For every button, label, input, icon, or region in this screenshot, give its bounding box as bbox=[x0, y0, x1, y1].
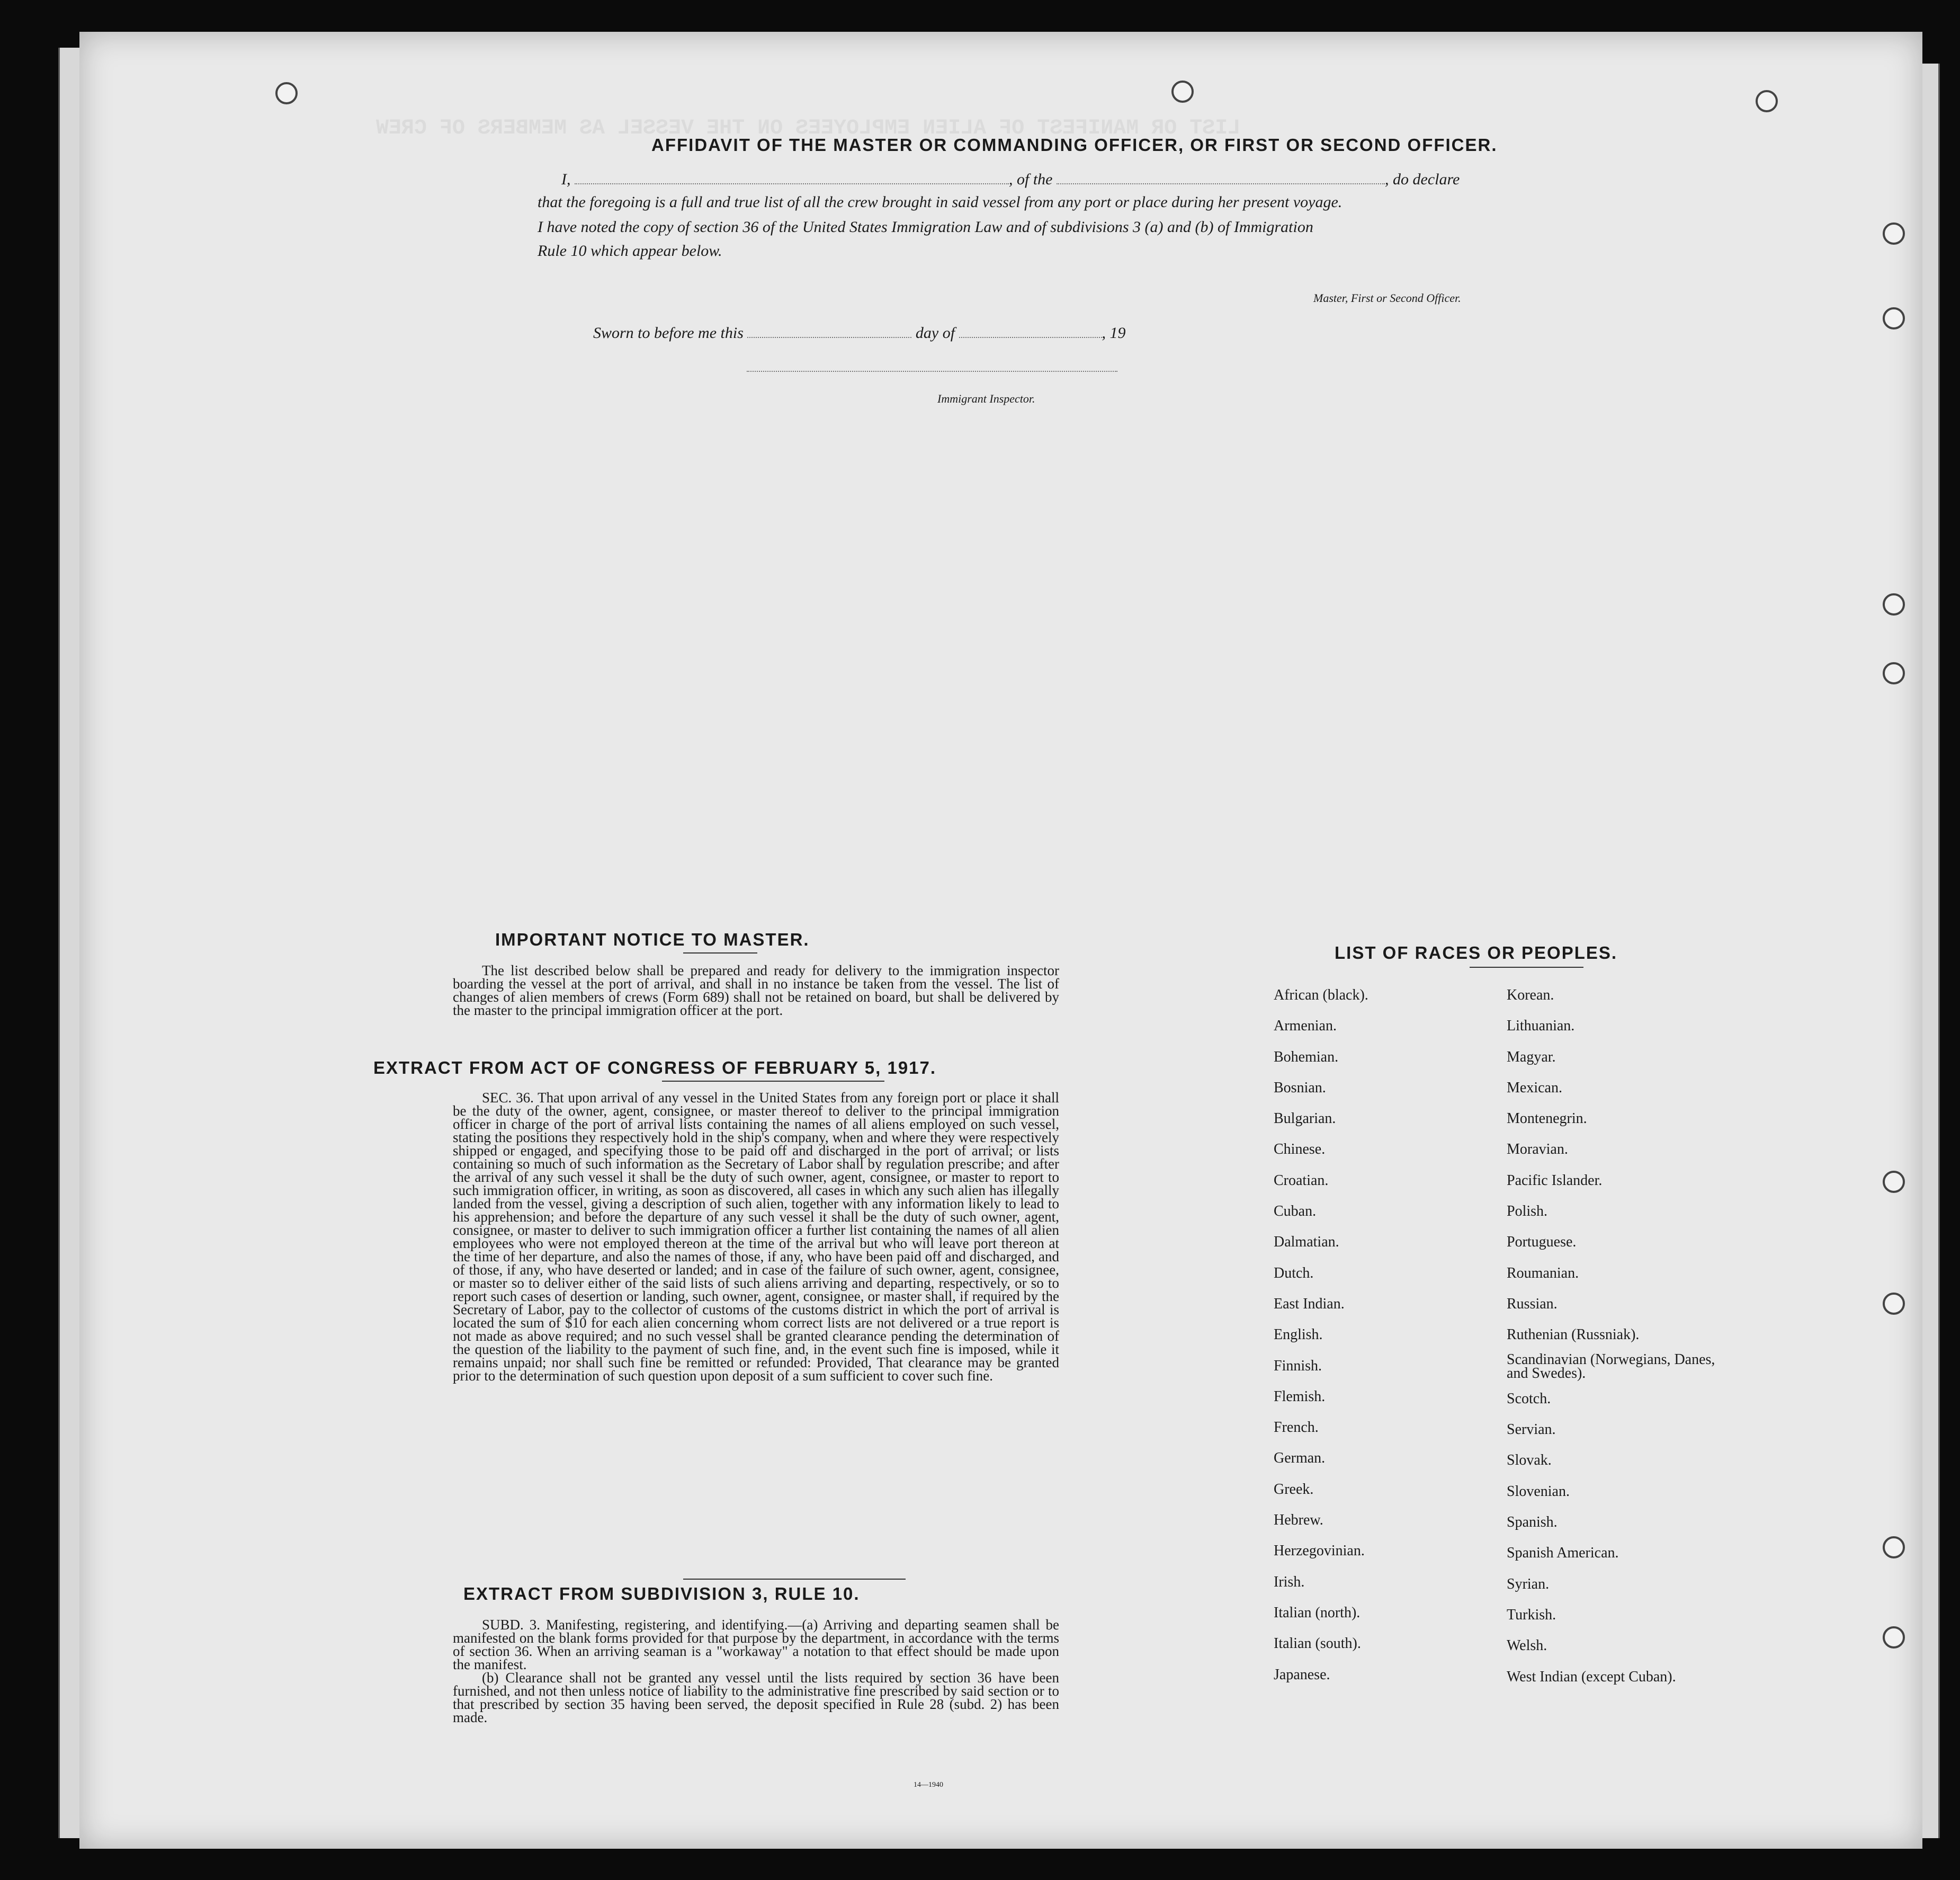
race-item: Irish. bbox=[1274, 1573, 1305, 1590]
sworn-day-field[interactable] bbox=[747, 323, 911, 338]
race-item: French. bbox=[1274, 1419, 1319, 1436]
extract-rule-text bbox=[453, 1618, 1059, 1724]
affidavit-i: I, bbox=[561, 171, 571, 188]
races-column-1 bbox=[1274, 980, 1368, 1690]
races-title: LIST OF RACES OR PEOPLES. bbox=[1335, 943, 1618, 963]
form-number: 14—1940 bbox=[914, 1781, 943, 1789]
race-item: Montenegrin. bbox=[1507, 1110, 1587, 1127]
race-item: African (black). bbox=[1274, 987, 1368, 1003]
notice-title: IMPORTANT NOTICE TO MASTER. bbox=[495, 930, 810, 949]
race-item: Japanese. bbox=[1274, 1666, 1330, 1683]
punch-hole bbox=[1883, 662, 1905, 684]
race-item: Russian. bbox=[1507, 1295, 1558, 1312]
race-item: Flemish. bbox=[1274, 1388, 1326, 1405]
notice-title-underline bbox=[683, 952, 757, 954]
name-field[interactable] bbox=[575, 170, 1009, 184]
inspector-label: Immigrant Inspector. bbox=[937, 392, 1035, 405]
race-item: Cuban. bbox=[1274, 1203, 1317, 1220]
race-item: Syrian. bbox=[1507, 1575, 1550, 1592]
affidavit-of-the: , of the bbox=[1009, 171, 1053, 188]
race-item: Lithuanian. bbox=[1507, 1018, 1575, 1035]
sworn-label: Sworn to before me this bbox=[593, 324, 744, 342]
affidavit-line-4: Rule 10 which appear below. bbox=[538, 242, 722, 260]
race-item: Finnish. bbox=[1274, 1357, 1322, 1374]
punch-hole bbox=[1883, 307, 1905, 329]
section-36-paragraph: SEC. 36. That upon arrival of any vessel in the United States from any foreign port or place it shall be the duty of the owner, agent, consignee, or master thereof to deliver to the principal immigration officer in charge of the port of arrival lists containing the names of all aliens employed on such vessel, stating the positions they respectively hold in the ship's company, when and where they were respectively shipped or engaged, and specifying those to be paid off and discharged in the port of arrival; or lists containing so much of such information as the Secretary of Labor shall by regulation prescribe; and after the arrival of any such vessel it shall be the duty of such owner, agent, consignee, or master to report to such immigration officer, in writing, as soon as discovered, all cases in which any such alien has illegally landed from the vessel, giving a description of such alien, together with any information likely to lead to his apprehension; and before the departure of any such vessel it shall be the duty of such owner, agent, consignee, or master to deliver to such immigration officer a further list containing the names of all alien employees who were not employed thereon at the time of the arrival but who will leave port thereon at the time of her departure, and also the names of those, if any, who have been paid off and discharged, and of those, if any, who have deserted or landed; and in case of the failure of such owner, agent, consignee, or master so to deliver either of the said lists of such aliens arriving and departing, respectively, or so to report such cases of desertion or landing, such owner, agent, consignee, or master shall, if required by the Secretary of Labor, pay to the collector of customs of the customs district in which the port of arrival is located the sum of $10 for each alien concerning whom correct lists are not delivered or a true report is not made as above required; and no such vessel shall be granted clearance pending the determination of the question of the liability to the payment of such fine, and, in the event such fine is imposed, while it remains unpaid; nor shall such fine be remitted or refunded: Provided, That clearance may be granted prior to the determination of such question upon deposit of a sum sufficient to cover such fine. bbox=[453, 1090, 1059, 1384]
race-item: Spanish American. bbox=[1507, 1545, 1619, 1562]
day-of-label: day of bbox=[915, 324, 955, 342]
race-item: Croatian. bbox=[1274, 1172, 1329, 1189]
race-item: Dalmatian. bbox=[1274, 1234, 1339, 1251]
race-item: Scandinavian (Norwegians, Danes, and Swedes). bbox=[1507, 1351, 1715, 1382]
affidavit-line-3: I have noted the copy of section 36 of the United States Immigration Law and of subdivisions 3 (a) and (b) of Immigration bbox=[538, 218, 1313, 236]
bleed-through-heading: LIST OR MANIFEST OF ALIEN EMPLOYEES ON THE VESSEL AS MEMBERS OF CREW bbox=[376, 117, 1241, 140]
extract-act-underline bbox=[662, 1081, 884, 1082]
race-item: Bulgarian. bbox=[1274, 1110, 1336, 1127]
master-signature-label: Master, First or Second Officer. bbox=[1313, 291, 1461, 305]
race-item: Mexican. bbox=[1507, 1079, 1562, 1096]
race-item: Bohemian. bbox=[1274, 1048, 1339, 1065]
extract-act-text bbox=[453, 1091, 1059, 1383]
subd-3b-paragraph: (b) Clearance shall not be granted any vessel until the lists required by section 36 have been furnished, and not then unless notice of liability to the administrative fine prescribed by said section or to that prescribed by section 35 having been served, the deposit specified in Rule 28 (subd. 2) has been made. bbox=[453, 1670, 1059, 1725]
race-item: Turkish. bbox=[1507, 1606, 1556, 1623]
races-title-underline bbox=[1470, 967, 1583, 968]
race-item: English. bbox=[1274, 1326, 1323, 1343]
race-item: Herzegovinian. bbox=[1274, 1543, 1365, 1560]
race-item: Dutch. bbox=[1274, 1264, 1314, 1281]
race-item: Scotch. bbox=[1507, 1390, 1551, 1407]
affidavit-do-declare: , do declare bbox=[1385, 171, 1460, 188]
punch-hole bbox=[1883, 1293, 1905, 1315]
race-item: Pacific Islander. bbox=[1507, 1172, 1603, 1189]
notice-text bbox=[453, 964, 1059, 1017]
race-item: East Indian. bbox=[1274, 1295, 1345, 1312]
race-item: Polish. bbox=[1507, 1203, 1548, 1220]
race-item: Spanish. bbox=[1507, 1514, 1558, 1531]
race-item: Slovak. bbox=[1507, 1452, 1552, 1469]
extract-act-title: EXTRACT FROM ACT OF CONGRESS OF FEBRUARY 5, 1917. bbox=[373, 1058, 937, 1077]
section-divider bbox=[683, 1579, 906, 1580]
vessel-field[interactable] bbox=[1057, 170, 1385, 184]
subd-3a-paragraph: SUBD. 3. Manifesting, registering, and identifying.—(a) Arriving and departing seamen shall be manifested on the blank forms provided for that purpose by the department, in accordance with the terms of section 36. When an arriving seaman is a "workaway" a notation to that effect should be made upon the manifest. bbox=[453, 1617, 1059, 1672]
race-item: Roumanian. bbox=[1507, 1264, 1579, 1281]
race-item: Moravian. bbox=[1507, 1141, 1568, 1158]
punch-hole bbox=[1883, 1171, 1905, 1193]
punch-hole bbox=[1756, 90, 1778, 112]
notice-paragraph: The list described below shall be prepared and ready for delivery to the immigration inspector boarding the vessel at the port of arrival, and shall in no instance be taken from the vessel. The list of changes of alien members of crews (Form 689) shall not be retained on board, but shall be delivered by the master to the principal immigration officer at the port. bbox=[453, 963, 1059, 1018]
manifest-back-page bbox=[79, 32, 1922, 1849]
punch-hole bbox=[1883, 222, 1905, 245]
race-item: Italian (north). bbox=[1274, 1604, 1361, 1621]
sworn-line bbox=[593, 323, 1126, 342]
race-item: Hebrew. bbox=[1274, 1512, 1323, 1529]
affidavit-title: AFFIDAVIT OF THE MASTER OR COMMANDING OFFICER, OR FIRST OR SECOND OFFICER. bbox=[651, 135, 1498, 155]
sworn-month-field[interactable] bbox=[959, 323, 1102, 338]
race-item: Portuguese. bbox=[1507, 1234, 1577, 1251]
race-item: Servian. bbox=[1507, 1421, 1556, 1438]
inspector-signature-line[interactable] bbox=[747, 371, 1117, 372]
race-item: Ruthenian (Russniak). bbox=[1507, 1326, 1640, 1343]
punch-hole bbox=[1883, 593, 1905, 616]
extract-rule-title: EXTRACT FROM SUBDIVISION 3, RULE 10. bbox=[463, 1584, 860, 1603]
race-item: Greek. bbox=[1274, 1481, 1314, 1498]
punch-hole bbox=[1883, 1626, 1905, 1649]
race-item: Bosnian. bbox=[1274, 1079, 1326, 1096]
race-item: Armenian. bbox=[1274, 1018, 1337, 1035]
race-item: Magyar. bbox=[1507, 1048, 1556, 1065]
punch-hole bbox=[275, 82, 298, 104]
year-label: , 19 bbox=[1102, 324, 1126, 342]
races-column-2 bbox=[1507, 980, 1729, 1692]
punch-hole bbox=[1883, 1536, 1905, 1558]
race-item: Welsh. bbox=[1507, 1637, 1547, 1654]
race-item: German. bbox=[1274, 1450, 1326, 1467]
affidavit-declaration-line bbox=[561, 170, 1460, 189]
punch-hole bbox=[1171, 81, 1194, 103]
affidavit-line-2: that the foregoing is a full and true list of all the crew brought in said vessel from any port or place during her present voyage. bbox=[538, 193, 1343, 211]
race-item: Chinese. bbox=[1274, 1141, 1326, 1158]
race-item: Italian (south). bbox=[1274, 1635, 1361, 1652]
race-item: Korean. bbox=[1507, 987, 1554, 1003]
race-item: Slovenian. bbox=[1507, 1483, 1570, 1500]
race-item: West Indian (except Cuban). bbox=[1507, 1668, 1676, 1685]
